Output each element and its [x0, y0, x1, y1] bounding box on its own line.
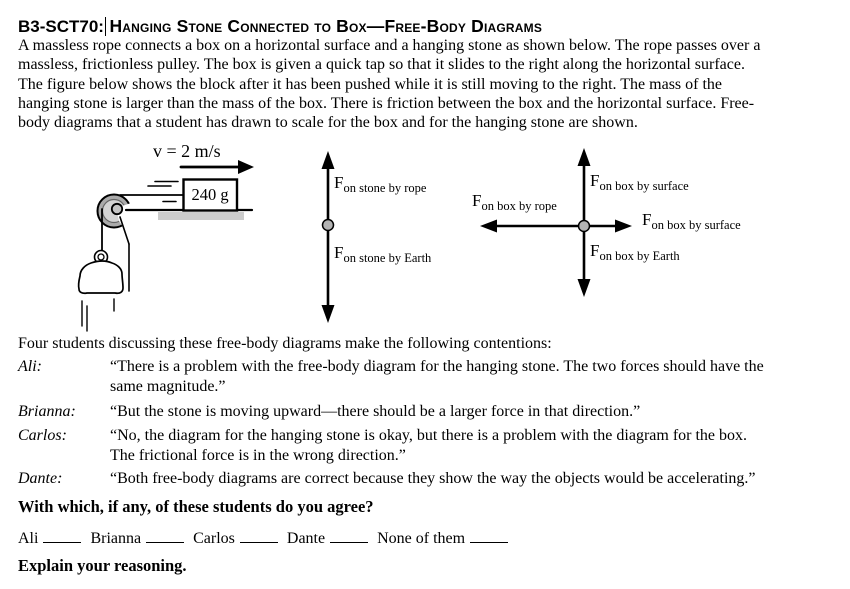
answer-blank-ali[interactable] [43, 527, 81, 543]
force-subscript: on box by Earth [599, 249, 680, 263]
fbd-box-dot [579, 221, 590, 232]
student-statement [110, 426, 747, 466]
answer-label-none: None of them [377, 530, 466, 547]
fbd-stone [322, 151, 335, 323]
student-name: Brianna: [18, 403, 76, 420]
answer-blank-carlos[interactable] [240, 527, 278, 543]
force-label-stone-rope [334, 173, 426, 194]
fbd-stone-up-arrow-head [322, 151, 335, 169]
force-subscript: on stone by rope [343, 181, 427, 195]
fbd-box-right-arrow-head [615, 220, 632, 233]
fbd-box-up-arrow-head [578, 148, 591, 166]
intro-line: A massless rope connects a box on a horizontal surface and a hanging stone as shown below. The rope passes over a [18, 37, 761, 54]
answer-label-carlos: Carlos [193, 530, 235, 547]
contentions-intro: Four students discussing these free-body diagrams make the following contentions: [18, 335, 552, 352]
answer-blank-dante[interactable] [330, 527, 368, 543]
stone-body [79, 261, 123, 293]
force-symbol: F [472, 191, 482, 210]
velocity-label: v = 2 m/s [153, 141, 221, 161]
statement-line: “But the stone is moving upward—there should be a larger force in that direction.” [110, 403, 641, 420]
intro-line: The figure below shows the block after it has been pushed while it is still moving to the right. The mass of the [18, 75, 723, 93]
force-label-box-earth [590, 241, 680, 262]
force-subscript: on box by surface [599, 179, 689, 193]
surface-shading [158, 212, 244, 220]
fbd-box-left-arrow-head [480, 220, 497, 233]
force-symbol: F [334, 243, 344, 262]
force-label-box-friction [642, 210, 741, 231]
statement-line: “No, the diagram for the hanging stone is okay, but there is a problem with the diagram for the box. [110, 427, 748, 444]
student-contention-brianna [18, 402, 640, 422]
velocity-arrow-head [238, 160, 254, 174]
pulley-axle [112, 204, 122, 214]
force-subscript: on stone by Earth [343, 251, 432, 265]
answer-row [18, 527, 517, 548]
student-name: Carlos: [18, 427, 67, 444]
exercise-code: B3-SCT70: [18, 16, 104, 36]
student-contention-carlos [18, 426, 747, 466]
intro-line: massless, frictionless pulley. The box is given a quick tap so that it slides to the right along the horizontal surface. [18, 56, 745, 74]
statement-line: “There is a problem with the free-body diagram for the hanging stone. The two forces should have the [110, 358, 764, 375]
force-symbol: F [590, 171, 600, 190]
answer-label-ali: Ali [18, 530, 39, 547]
fbd-stone-down-arrow-head [322, 305, 335, 323]
explain-prompt: Explain your reasoning. [18, 556, 187, 575]
fbd-box-down-arrow-head [578, 279, 591, 297]
force-label-box-rope [472, 191, 557, 212]
force-symbol: F [642, 210, 652, 229]
student-name: Ali: [18, 358, 42, 375]
statement-line: “Both free-body diagrams are correct because they show the way the objects would be accelerating.” [110, 470, 756, 487]
answer-blank-brianna[interactable] [146, 527, 184, 543]
box-mass-label: 240 g [191, 185, 229, 204]
statement-line: The frictional force is in the wrong direction.” [110, 447, 406, 464]
student-name: Dante: [18, 470, 63, 487]
fbd-stone-dot [323, 220, 334, 231]
stone-ring-hole [98, 254, 104, 260]
answer-blank-none[interactable] [470, 527, 508, 543]
student-contention-dante [18, 469, 756, 489]
force-label-stone-earth [334, 243, 431, 264]
statement-line: same magnitude.” [110, 378, 226, 395]
exercise-title: Hanging Stone Connected to Box—Free-Body Diagrams [109, 16, 543, 36]
agree-question: With which, if any, of these students do you agree? [18, 497, 374, 516]
force-subscript: on box by surface [651, 218, 741, 232]
student-statement [110, 357, 764, 397]
answer-label-brianna: Brianna [90, 530, 142, 547]
force-subscript: on box by rope [481, 199, 557, 213]
student-contention-ali [18, 357, 764, 397]
student-statement [110, 402, 640, 422]
force-symbol: F [334, 173, 344, 192]
answer-label-dante: Dante [286, 530, 326, 547]
student-statement [110, 469, 756, 489]
force-label-box-normal [590, 171, 689, 192]
intro-line: body diagrams that a student has drawn to scale for the box and for the hanging stone are shown. [18, 114, 638, 132]
intro-line: hanging stone is larger than the mass of the box. There is friction between the box and the horizontal surface. Free- [18, 94, 755, 112]
force-symbol: F [590, 241, 600, 260]
